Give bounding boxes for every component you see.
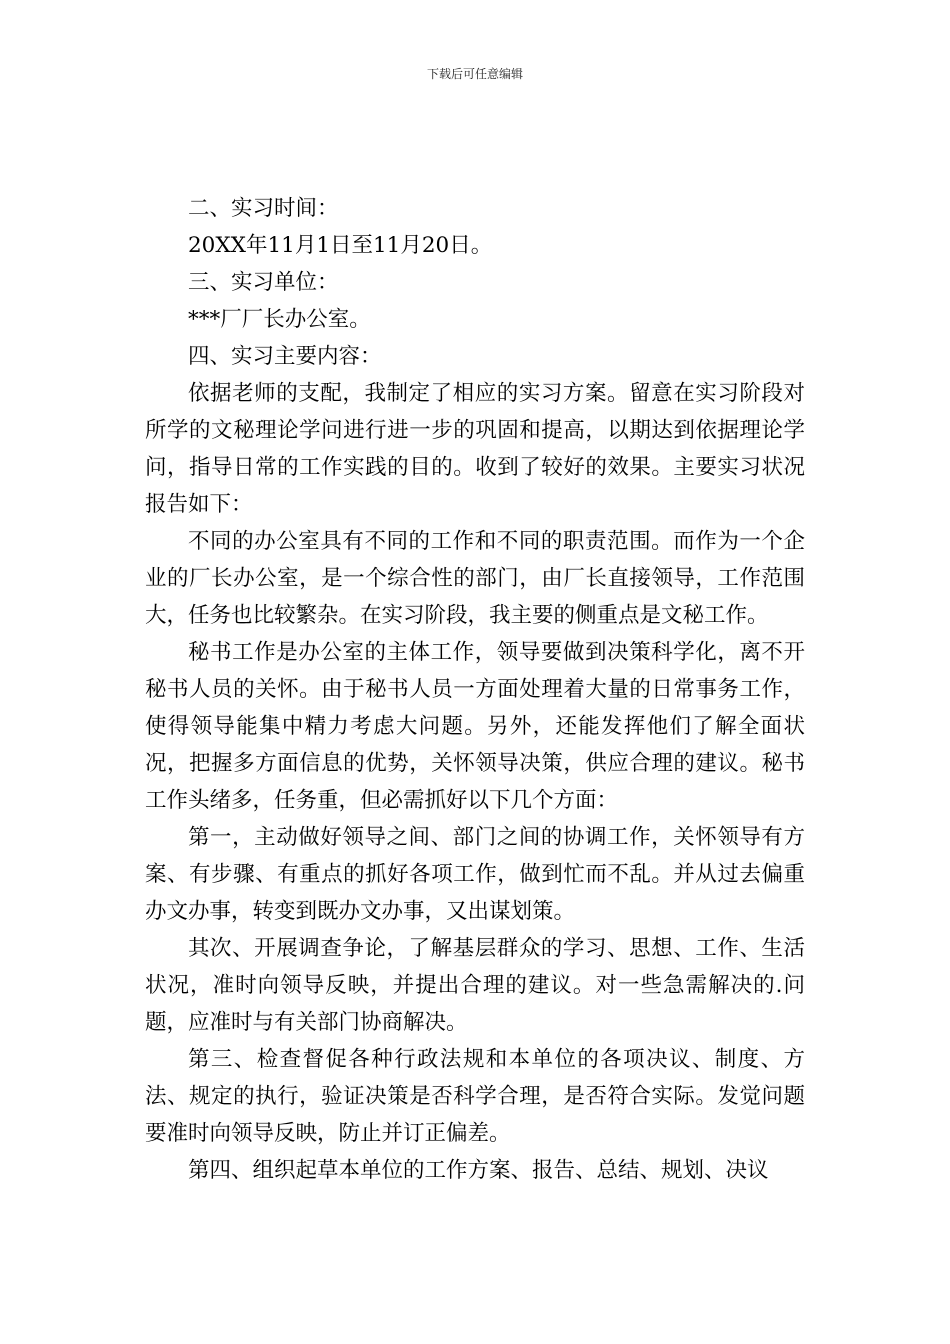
paragraph-point-two: 其次、开展调查争论，了解基层群众的学习、思想、工作、生活状况，准时向领导反映，并提出合理的建议。对一些急需解决的.问题，应准时与有关部门协商解决。 [145,936,805,1035]
paragraph-point-one: 第一，主动做好领导之间、部门之间的协调工作，关怀领导有方案、有步骤、有重点的抓好各项工作，做到忙而不乱。并从过去偏重办文办事，转变到既办文办事，又出谋划策。 [145,825,805,924]
paragraph-point-three: 第三、检查督促各种行政法规和本单位的各项决议、制度、方法、规定的执行，验证决策是否科学合理，是否符合实际。发觉问题要准时向领导反映，防止并订正偏差。 [145,1047,805,1146]
paragraph-internship-dates: 20XX年11月1日至11月20日。 [188,233,493,258]
paragraph-section-three-heading: 三、实习单位： [188,270,339,295]
paragraph-section-two-heading: 二、实习时间： [188,196,339,221]
paragraph-intro: 依据老师的支配，我制定了相应的实习方案。留意在实习阶段对所学的文秘理论学问进行进一步的巩固和提高，以期达到依据理论学问，指导日常的工作实践的目的。收到了较好的效果。主要实习状况报告如下： [145,381,805,517]
paragraph-section-four-heading: 四、实习主要内容： [188,344,382,369]
paragraph-point-four: 第四、组织起草本单位的工作方案、报告、总结、规划、决议 [188,1158,769,1183]
paragraph-secretary-work: 秘书工作是办公室的主体工作，领导要做到决策科学化，离不开秘书人员的关怀。由于秘书人员一方面处理着大量的日常事务工作，使得领导能集中精力考虑大问题。另外，还能发挥他们了解全面状况，把握多方面信息的优势，关怀领导决策，供应合理的建议。秘书工作头绪多，任务重，但必需抓好以下几个方面： [145,640,805,813]
document-body [145,190,805,1189]
page-header: 下载后可任意编辑 [426,67,523,81]
paragraph-office-scope: 不同的办公室具有不同的工作和不同的职责范围。而作为一个企业的厂长办公室，是一个综合性的部门，由厂长直接领导，工作范围大，任务也比较繁杂。在实习阶段，我主要的侧重点是文秘工作。 [145,529,805,628]
paragraph-internship-unit: ***厂厂长办公室。 [188,307,371,332]
